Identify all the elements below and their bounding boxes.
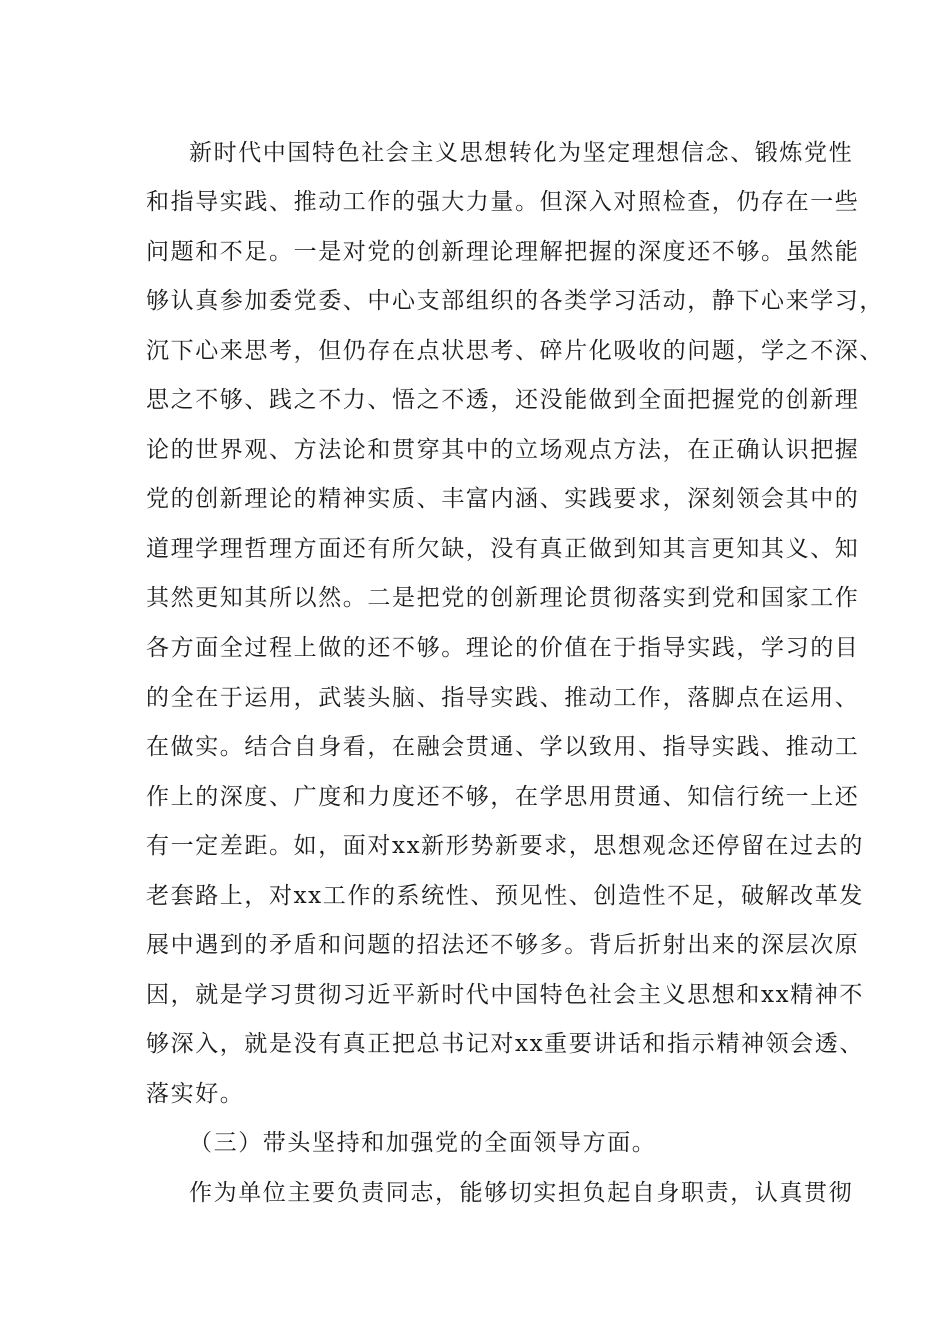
paragraph-line-18: 因，就是学习贯彻习近平新时代中国特色社会主义思想和xx精神不 [146,982,864,1008]
paragraph-line-14: 作上的深度、广度和力度还不够，在学思用贯通、知信行统一上还 [146,784,860,810]
paragraph-line-6: 思之不够、践之不力、悟之不透，还没能做到全面把握党的创新理 [146,387,860,413]
paragraph-line-19: 够深入，就是没有真正把总书记对xx重要讲话和指示精神领会透、 [146,1031,864,1057]
paragraph-line-15: 有一定差距。如，面对xx新形势新要求，思想观念还停留在过去的 [146,833,864,859]
paragraph-line-7: 论的世界观、方法论和贯穿其中的立场观点方法，在正确认识把握 [146,437,860,463]
paragraph-line-2: 和指导实践、推动工作的强大力量。但深入对照检查，仍存在一些 [146,189,860,215]
paragraph-line-11: 各方面全过程上做的还不够。理论的价值在于指导实践，学习的目 [146,635,860,661]
paragraph-line-12: 的全在于运用，武装头脑、指导实践、推动工作，落脚点在运用、 [146,685,860,711]
paragraph-line-5: 沉下心来思考，但仍存在点状思考、碎片化吸收的问题，学之不深、 [146,338,884,364]
paragraph-line-8: 党的创新理论的精神实质、丰富内涵、实践要求，深刻领会其中的 [146,486,860,512]
paragraph-line-1: 新时代中国特色社会主义思想转化为坚定理想信念、锻炼党性 [189,140,854,166]
paragraph-line-10: 其然更知其所以然。二是把党的创新理论贯彻落实到党和国家工作 [146,585,860,611]
paragraph-line-16: 老套路上，对xx工作的系统性、预见性、创造性不足，破解改革发 [146,883,864,909]
paragraph-line-4: 够认真参加委党委、中心支部组织的各类学习活动，静下心来学习， [146,288,884,314]
paragraph-line-3: 问题和不足。一是对党的创新理论理解把握的深度还不够。虽然能 [146,239,860,265]
paragraph-line-17: 展中遇到的矛盾和问题的招法还不够多。背后折射出来的深层次原 [146,932,860,958]
section-heading: （三）带头坚持和加强党的全面领导方面。 [189,1130,657,1156]
paragraph-line-13: 在做实。结合自身看，在融会贯通、学以致用、指导实践、推动工 [146,734,860,760]
paragraph-line-9: 道理学理哲理方面还有所欠缺，没有真正做到知其言更知其义、知 [146,536,860,562]
paragraph-line-20: 落实好。 [146,1081,245,1107]
paragraph-line-22: 作为单位主要负责同志，能够切实担负起自身职责，认真贯彻 [189,1180,854,1206]
